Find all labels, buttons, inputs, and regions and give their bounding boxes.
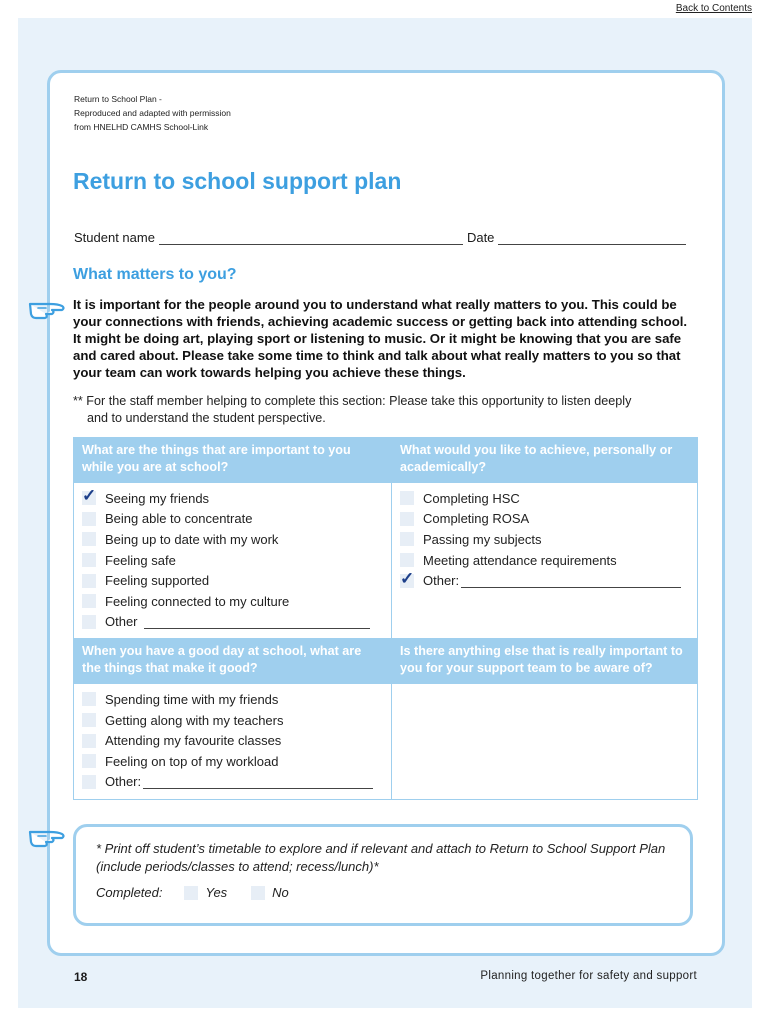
checkbox[interactable] xyxy=(82,574,96,588)
checkbox[interactable] xyxy=(82,775,96,789)
checkbox-label: Attending my favourite classes xyxy=(105,733,282,749)
back-to-contents-link[interactable]: Back to Contents xyxy=(675,3,752,14)
other-write-in-line[interactable] xyxy=(143,775,373,789)
checkbox-label: Feeling safe xyxy=(105,552,176,568)
checkbox[interactable] xyxy=(82,754,96,768)
q4-answer-area[interactable] xyxy=(392,684,698,800)
staff-note-line: ** For the staff member helping to complete this section: Please take this opportunity to listen deeply xyxy=(73,394,632,408)
date-field[interactable] xyxy=(498,230,686,245)
completed-no-label: No xyxy=(272,885,289,900)
checkbox-item[interactable] xyxy=(82,689,383,710)
checkbox[interactable] xyxy=(82,512,96,526)
checkbox-item[interactable] xyxy=(400,509,689,530)
checkbox-item[interactable] xyxy=(82,570,383,591)
checkbox-label: Being able to concentrate xyxy=(105,511,253,527)
completed-row xyxy=(96,885,289,900)
page-number: 18 xyxy=(74,970,88,984)
checkbox-item[interactable] xyxy=(82,612,383,633)
source-line: Reproduced and adapted with permission xyxy=(74,108,231,118)
checkbox[interactable] xyxy=(82,594,96,608)
footer-text: Planning together for safety and support xyxy=(480,970,697,982)
checkbox-label: Passing my subjects xyxy=(423,531,542,547)
checkbox-label: Other: xyxy=(423,573,460,589)
q1-header: What are the things that are important to you while you are at school? xyxy=(74,438,392,483)
checkbox[interactable] xyxy=(82,692,96,706)
checkbox-item[interactable] xyxy=(82,772,383,793)
checkbox[interactable] xyxy=(400,532,414,546)
checkbox-item[interactable] xyxy=(82,751,383,772)
completed-yes-label: Yes xyxy=(205,885,228,900)
checkbox-item[interactable] xyxy=(82,730,383,751)
checkbox-item[interactable] xyxy=(400,529,689,550)
q2-options xyxy=(392,483,698,639)
checkbox[interactable] xyxy=(82,532,96,546)
source-line: Return to School Plan - xyxy=(74,94,162,104)
source-attribution xyxy=(74,92,231,134)
checkbox-label: Seeing my friends xyxy=(105,490,210,506)
checkbox-label: Other xyxy=(105,614,138,630)
student-name-label: Student name xyxy=(74,230,155,245)
checkbox-label: Getting along with my teachers xyxy=(105,712,284,728)
checkbox-item[interactable] xyxy=(82,550,383,571)
checkbox-label: Feeling on top of my workload xyxy=(105,753,279,769)
checkbox[interactable] xyxy=(400,574,414,588)
checkbox-label: Feeling connected to my culture xyxy=(105,593,290,609)
page-title: Return to school support plan xyxy=(73,168,402,194)
staff-note xyxy=(73,393,693,427)
checkbox-item[interactable] xyxy=(400,570,689,591)
checkbox[interactable] xyxy=(82,713,96,727)
checkbox[interactable] xyxy=(400,491,414,505)
student-name-field[interactable] xyxy=(159,230,463,245)
checkbox-label: Feeling supported xyxy=(105,573,210,589)
date-label: Date xyxy=(466,230,495,245)
checkbox[interactable] xyxy=(400,553,414,567)
checkbox[interactable] xyxy=(82,734,96,748)
checkbox-label: Completing ROSA xyxy=(423,511,530,527)
checkbox-label: Meeting attendance requirements xyxy=(423,552,617,568)
checkbox[interactable] xyxy=(400,512,414,526)
checkbox-item[interactable] xyxy=(82,529,383,550)
checkbox-item[interactable] xyxy=(400,488,689,509)
section-heading: What matters to you? xyxy=(73,266,237,283)
checkbox-label: Other: xyxy=(105,774,142,790)
checkbox-item[interactable] xyxy=(82,710,383,731)
checkbox-item[interactable] xyxy=(82,591,383,612)
q3-options xyxy=(74,684,392,800)
student-info-row xyxy=(74,230,692,245)
q1-options xyxy=(74,483,392,639)
other-write-in-line[interactable] xyxy=(461,574,681,588)
completed-yes-checkbox[interactable] xyxy=(184,886,198,900)
what-matters-table xyxy=(73,437,698,800)
checkbox[interactable] xyxy=(82,553,96,567)
pointing-hand-icon xyxy=(28,824,68,850)
intro-text: It is important for the people around you to understand what really matters to you. This could be your connections with friends, achieving academic success or getting back into attending school. It might be doing art, playing sport or listening to music. Or it might be knowing that you are safe and cared about. Please take some time to think and talk about what really matters to you so that your team can work towards helping you achieve these things. xyxy=(73,297,688,380)
print-timetable-note: * Print off student’s timetable to explore and if relevant and attach to Return to School Support Plan (include periods/classes to attend; recess/lunch)* xyxy=(96,841,666,874)
completed-no-checkbox[interactable] xyxy=(251,886,265,900)
checkbox[interactable] xyxy=(82,491,96,505)
checkbox-item[interactable] xyxy=(82,488,383,509)
other-write-in-line[interactable] xyxy=(144,615,370,629)
q3-header: When you have a good day at school, what are the things that make it good? xyxy=(74,639,392,684)
checkbox[interactable] xyxy=(82,615,96,629)
completed-label: Completed: xyxy=(96,885,163,900)
staff-note-line: and to understand the student perspective. xyxy=(87,411,326,425)
checkbox-item[interactable] xyxy=(400,550,689,571)
checkbox-label: Completing HSC xyxy=(423,490,520,506)
source-line: from HNELHD CAMHS School-Link xyxy=(74,122,209,132)
pointing-hand-icon xyxy=(28,296,68,322)
q2-header: What would you like to achieve, personally or academically? xyxy=(392,438,698,483)
q4-header: Is there anything else that is really important to you for your support team to be aware of? xyxy=(392,639,698,684)
checkbox-label: Spending time with my friends xyxy=(105,691,279,707)
checkbox-label: Being up to date with my work xyxy=(105,531,279,547)
checkbox-item[interactable] xyxy=(82,509,383,530)
